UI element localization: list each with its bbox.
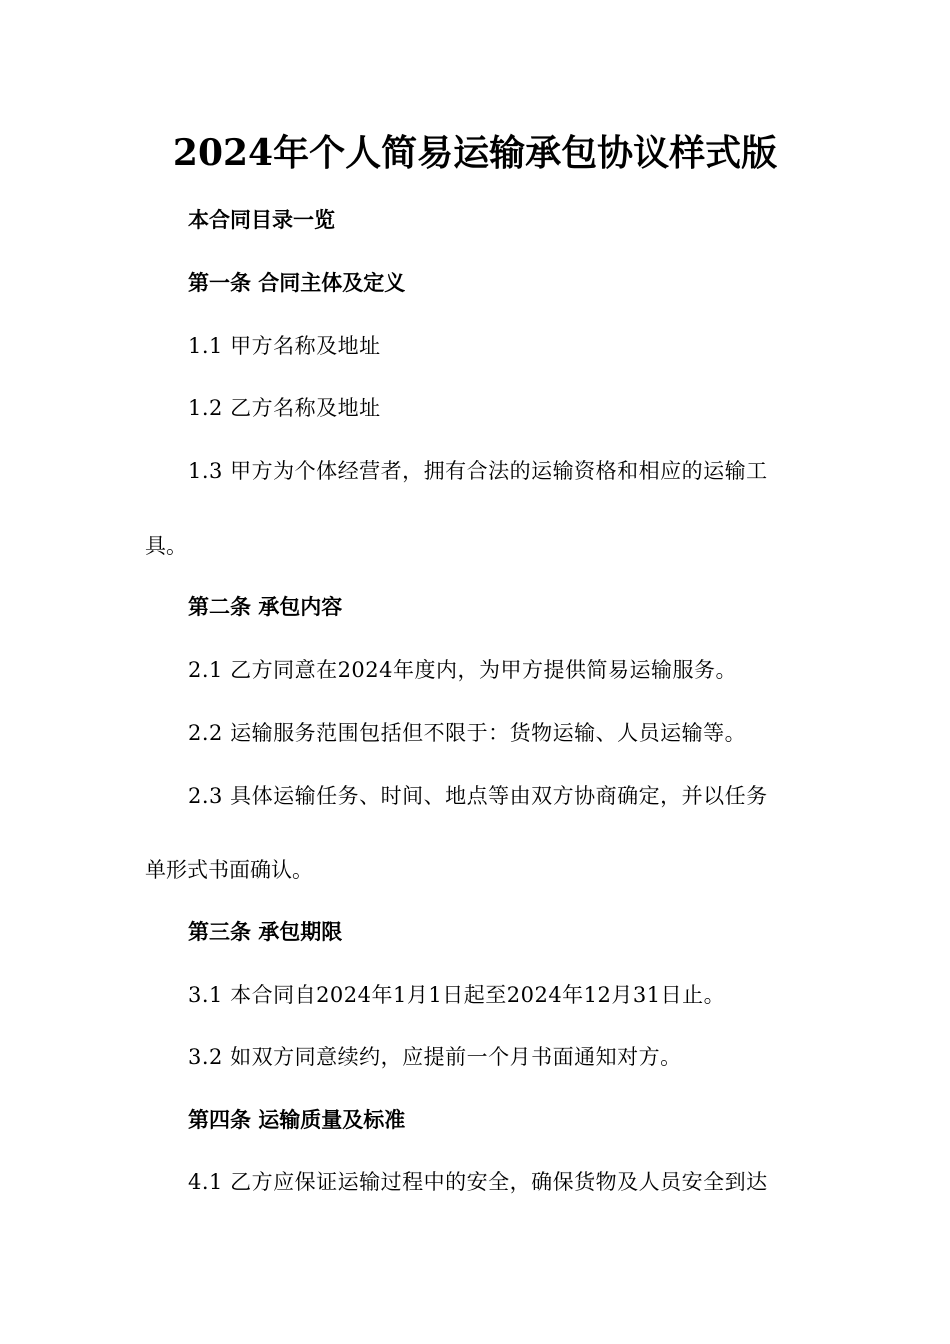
clause-3-2: 3.2 如双方同意续约，应提前一个月书面通知对方。: [188, 1045, 682, 1069]
clause-1-1: 1.1 甲方名称及地址: [188, 334, 381, 358]
article-2-heading: 第二条 承包内容: [188, 594, 343, 619]
article-3-heading: 第三条 承包期限: [188, 919, 343, 944]
toc-heading: 本合同目录一览: [188, 207, 335, 232]
clause-1-3: 1.3 甲方为个体经营者，拥有合法的运输资格和相应的运输工: [188, 459, 768, 483]
clause-3-1: 3.1 本合同自2024年1月1日起至2024年12月31日止。: [188, 983, 726, 1007]
article-4-heading: 第四条 运输质量及标准: [188, 1107, 406, 1132]
clause-2-1: 2.1 乙方同意在2024年度内，为甲方提供简易运输服务。: [188, 658, 738, 682]
clause-1-2: 1.2 乙方名称及地址: [188, 396, 381, 420]
clause-4-1: 4.1 乙方应保证运输过程中的安全，确保货物及人员安全到达: [188, 1170, 768, 1194]
clause-2-3-continued: 单形式书面确认。: [145, 858, 313, 882]
document-title: 2024年个人简易运输承包协议样式版: [172, 132, 778, 174]
clause-2-3: 2.3 具体运输任务、时间、地点等由双方协商确定，并以任务: [188, 784, 768, 808]
article-1-heading: 第一条 合同主体及定义: [188, 270, 406, 295]
clause-2-2: 2.2 运输服务范围包括但不限于：货物运输、人员运输等。: [188, 721, 747, 745]
clause-1-3-continued: 具。: [145, 534, 187, 558]
